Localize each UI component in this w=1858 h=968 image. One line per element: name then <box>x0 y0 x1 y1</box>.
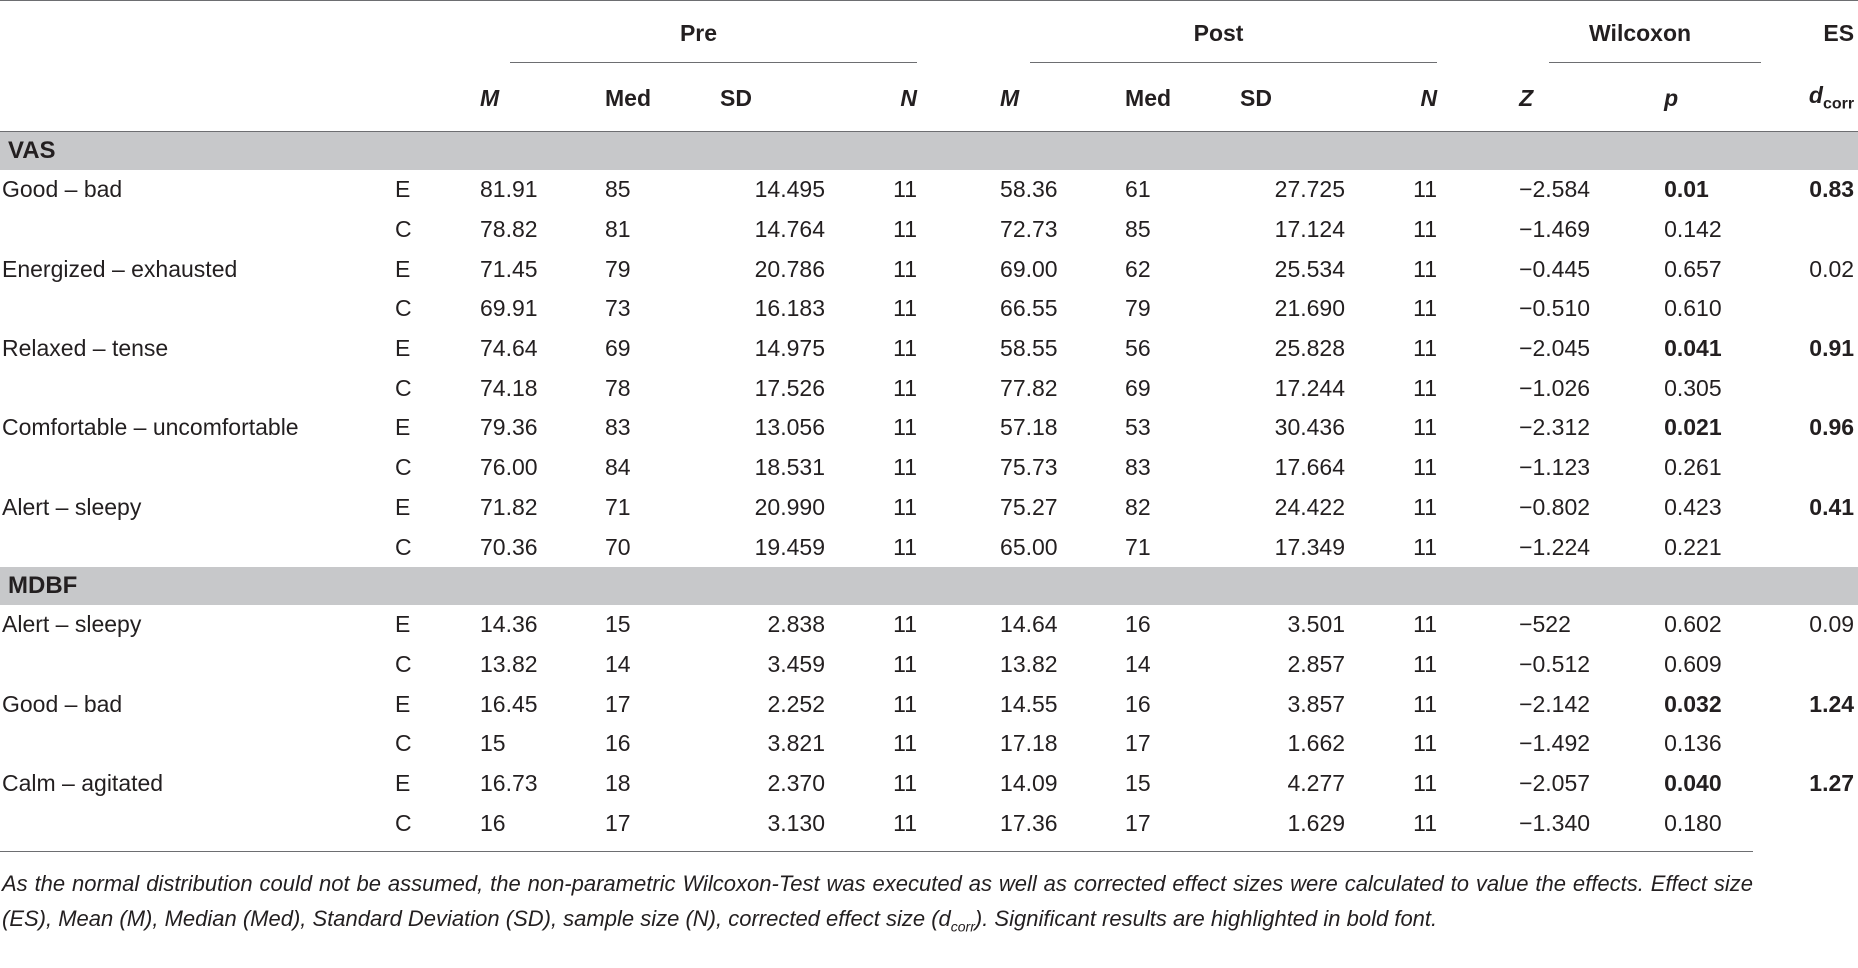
spacer-cell <box>917 764 1000 804</box>
z-cell: −2.142 <box>1519 690 1591 717</box>
group-code: C <box>395 374 412 401</box>
p-cell: 0.180 <box>1664 809 1722 836</box>
pre-n-cell: 11 <box>893 374 918 401</box>
z-cell: −0.510 <box>1519 295 1591 322</box>
pre-m-cell: 76.00 <box>480 454 538 481</box>
pre-med-cell: 83 <box>605 414 631 441</box>
es-cell: 0.91 <box>1809 335 1855 362</box>
spacer-cell <box>1437 368 1519 408</box>
post-med-cell: 69 <box>1125 374 1151 401</box>
pre-n-cell: 11 <box>893 769 918 796</box>
dcorr-header: $d_{corr}$ <box>1808 82 1855 113</box>
table-row <box>0 210 1858 250</box>
post-sd-cell: 17.244 <box>1274 374 1346 401</box>
pre-sd-cell: 20.786 <box>754 255 825 282</box>
row-label: Relaxed – tense <box>2 335 169 362</box>
post-n-cell: 11 <box>1413 611 1438 638</box>
row-label: Alert – sleepy <box>2 611 142 638</box>
pre-sd-cell: 2.838 <box>767 611 825 638</box>
pre-m-cell: 14.36 <box>480 611 538 638</box>
table-row <box>0 803 1858 843</box>
es-group-header: ES <box>1823 19 1855 46</box>
post-m-cell: 14.55 <box>1000 690 1058 717</box>
pre-sd-cell: 14.495 <box>754 176 825 203</box>
spacer-cell <box>917 605 1000 645</box>
p-cell: 0.032 <box>1664 690 1722 717</box>
pre-m-cell: 69.91 <box>480 295 538 322</box>
es-cell: 1.27 <box>1809 769 1855 796</box>
es-cell <box>1761 645 1858 685</box>
p-cell: 0.136 <box>1664 730 1722 757</box>
group-code: E <box>395 255 411 282</box>
post-m-cell: 14.09 <box>1000 769 1058 796</box>
table-row <box>0 488 1858 528</box>
pre-n-cell: 11 <box>893 255 918 282</box>
spacer-cell <box>1437 488 1519 528</box>
row-label <box>0 645 395 685</box>
z-cell: −0.802 <box>1519 493 1591 520</box>
post-n-cell: 11 <box>1413 335 1438 362</box>
spacer-cell <box>917 488 1000 528</box>
group-code: E <box>395 335 411 362</box>
post-m-cell: 75.73 <box>1000 454 1058 481</box>
pre-sd-header: SD <box>720 84 752 111</box>
post-sd-cell: 4.277 <box>1287 769 1346 796</box>
row-label <box>0 527 395 567</box>
post-med-cell: 83 <box>1125 454 1151 481</box>
group-code: E <box>395 690 411 717</box>
pre-median-header: Med <box>605 84 651 111</box>
z-cell: −1.224 <box>1519 533 1591 560</box>
table-row <box>0 448 1858 488</box>
p-cell: 0.305 <box>1664 374 1722 401</box>
pre-m-cell: 13.82 <box>480 650 538 677</box>
p-header: p <box>1664 84 1679 111</box>
es-cell: 0.02 <box>1809 255 1855 282</box>
pre-sd-cell: 3.459 <box>767 650 825 677</box>
section-header-row <box>0 567 1858 605</box>
post-n-cell: 11 <box>1413 295 1438 322</box>
spacer-cell <box>917 170 1000 210</box>
pre-sd-cell: 13.056 <box>754 414 825 441</box>
z-cell: −0.512 <box>1519 650 1591 677</box>
p-cell: 0.261 <box>1664 454 1722 481</box>
group-code: C <box>395 533 412 560</box>
table-row <box>0 170 1858 210</box>
post-n-cell: 11 <box>1413 809 1438 836</box>
post-n-cell: 11 <box>1413 769 1438 796</box>
pre-m-cell: 71.82 <box>480 493 538 520</box>
post-med-cell: 53 <box>1125 414 1151 441</box>
pre-sd-cell: 20.990 <box>754 493 825 520</box>
post-m-cell: 66.55 <box>1000 295 1058 322</box>
table-row <box>0 289 1858 329</box>
post-mean-header: M <box>1000 84 1020 111</box>
post-n-header: N <box>1420 84 1438 111</box>
post-sd-cell: 1.629 <box>1287 809 1346 836</box>
post-sd-cell: 30.436 <box>1274 414 1346 441</box>
pre-sd-cell: 14.975 <box>754 335 825 362</box>
pre-group-header: Pre <box>480 1 917 66</box>
spacer-cell <box>1437 527 1519 567</box>
post-m-cell: 75.27 <box>1000 493 1058 520</box>
post-med-cell: 82 <box>1125 493 1151 520</box>
p-cell: 0.221 <box>1664 533 1722 560</box>
pre-med-cell: 73 <box>605 295 631 322</box>
group-code: E <box>395 414 411 441</box>
row-label <box>0 724 395 764</box>
table-row <box>0 408 1858 448</box>
pre-m-cell: 74.18 <box>480 374 538 401</box>
table-row <box>0 645 1858 685</box>
es-cell: 0.09 <box>1809 611 1855 638</box>
post-med-cell: 17 <box>1125 730 1151 757</box>
p-cell: 0.01 <box>1664 176 1709 203</box>
pre-med-cell: 17 <box>605 690 631 717</box>
pre-med-cell: 14 <box>605 650 631 677</box>
post-m-cell: 65.00 <box>1000 533 1058 560</box>
pre-med-cell: 70 <box>605 533 631 560</box>
post-m-cell: 72.73 <box>1000 216 1058 243</box>
pre-sd-cell: 3.130 <box>767 809 825 836</box>
table-footnote <box>0 852 1753 944</box>
pre-med-cell: 79 <box>605 255 631 282</box>
spacer-cell <box>917 210 1000 250</box>
pre-n-header: N <box>900 84 918 111</box>
es-cell <box>1761 368 1858 408</box>
pre-mean-header: M <box>480 84 500 111</box>
spacer-cell <box>1437 329 1519 369</box>
pre-n-cell: 11 <box>893 295 918 322</box>
es-cell: 0.83 <box>1809 176 1855 203</box>
spacer-cell <box>917 329 1000 369</box>
post-med-cell: 71 <box>1125 533 1151 560</box>
p-cell: 0.021 <box>1664 414 1722 441</box>
post-sd-cell: 24.422 <box>1274 493 1346 520</box>
es-cell: 0.41 <box>1809 493 1855 520</box>
post-med-cell: 14 <box>1125 650 1151 677</box>
row-label <box>0 368 395 408</box>
post-med-cell: 17 <box>1125 809 1151 836</box>
post-med-cell: 85 <box>1125 216 1151 243</box>
pre-med-cell: 17 <box>605 809 631 836</box>
post-n-cell: 11 <box>1413 690 1438 717</box>
pre-med-cell: 78 <box>605 374 631 401</box>
pre-m-cell: 16.73 <box>480 769 538 796</box>
pre-n-cell: 11 <box>893 335 918 362</box>
group-code: C <box>395 730 412 757</box>
pre-med-cell: 15 <box>605 611 631 638</box>
pre-med-cell: 71 <box>605 493 631 520</box>
post-med-cell: 16 <box>1125 690 1151 717</box>
pre-med-cell: 84 <box>605 454 631 481</box>
spacer-cell <box>1437 448 1519 488</box>
spacer-cell <box>1437 408 1519 448</box>
pre-sd-cell: 14.764 <box>754 216 825 243</box>
pre-n-cell: 11 <box>893 176 918 203</box>
p-cell: 0.040 <box>1664 769 1722 796</box>
post-sd-cell: 1.662 <box>1287 730 1346 757</box>
post-med-cell: 15 <box>1125 769 1151 796</box>
z-cell: −1.340 <box>1519 809 1591 836</box>
post-sd-cell: 27.725 <box>1274 176 1346 203</box>
post-sd-cell: 3.501 <box>1287 611 1346 638</box>
z-cell: −1.026 <box>1519 374 1591 401</box>
pre-sd-cell: 19.459 <box>754 533 825 560</box>
group-code: E <box>395 493 411 520</box>
spacer-cell <box>917 448 1000 488</box>
pre-med-cell: 16 <box>605 730 631 757</box>
post-med-cell: 62 <box>1125 255 1151 282</box>
table-row <box>0 684 1858 724</box>
pre-m-cell: 71.45 <box>480 255 538 282</box>
post-med-cell: 79 <box>1125 295 1151 322</box>
group-code: C <box>395 295 412 322</box>
pre-sd-cell: 18.531 <box>754 454 825 481</box>
post-sd-cell: 2.857 <box>1287 650 1346 677</box>
post-med-cell: 56 <box>1125 335 1151 362</box>
table-row <box>0 329 1858 369</box>
spacer-cell <box>1437 210 1519 250</box>
table-row <box>0 368 1858 408</box>
section-title: VAS <box>0 132 1858 171</box>
pre-m-cell: 15 <box>480 730 506 757</box>
post-sd-cell: 17.664 <box>1274 454 1346 481</box>
p-cell: 0.142 <box>1664 216 1722 243</box>
post-sd-cell: 25.828 <box>1274 335 1346 362</box>
post-n-cell: 11 <box>1413 216 1438 243</box>
row-label: Calm – agitated <box>2 769 164 796</box>
pre-med-cell: 85 <box>605 176 631 203</box>
spacer-cell <box>1437 764 1519 804</box>
pre-n-cell: 11 <box>893 809 918 836</box>
spacer-cell <box>1437 249 1519 289</box>
spacer-cell <box>917 289 1000 329</box>
table-row <box>0 249 1858 289</box>
pre-m-cell: 81.91 <box>480 176 538 203</box>
row-label: Comfortable – uncomfortable <box>2 414 299 441</box>
row-label <box>0 803 395 843</box>
es-cell <box>1761 210 1858 250</box>
spacer-cell <box>917 645 1000 685</box>
pre-n-cell: 11 <box>893 690 918 717</box>
post-n-cell: 11 <box>1413 493 1438 520</box>
spacer-cell <box>917 368 1000 408</box>
spacer-cell <box>1437 289 1519 329</box>
column-header-row <box>0 65 1858 132</box>
es-cell <box>1761 448 1858 488</box>
post-n-cell: 11 <box>1413 454 1438 481</box>
post-m-cell: 69.00 <box>1000 255 1058 282</box>
group-code: E <box>395 611 411 638</box>
pre-n-cell: 11 <box>893 730 918 757</box>
post-sd-cell: 3.857 <box>1287 690 1346 717</box>
group-code: E <box>395 769 411 796</box>
pre-sd-cell: 16.183 <box>754 295 825 322</box>
pre-m-cell: 16.45 <box>480 690 538 717</box>
spacer-cell <box>917 724 1000 764</box>
pre-n-cell: 11 <box>893 493 918 520</box>
z-cell: −2.057 <box>1519 769 1591 796</box>
p-cell: 0.602 <box>1664 611 1722 638</box>
post-group-header: Post <box>1000 1 1437 66</box>
pre-med-cell: 69 <box>605 335 631 362</box>
group-header-row <box>0 1 1858 66</box>
p-cell: 0.423 <box>1664 493 1722 520</box>
post-m-cell: 58.36 <box>1000 176 1058 203</box>
row-label: Good – bad <box>2 690 123 717</box>
section-title: MDBF <box>0 567 1858 605</box>
z-cell: −1.469 <box>1519 216 1591 243</box>
pre-n-cell: 11 <box>893 454 918 481</box>
post-med-cell: 61 <box>1125 176 1151 203</box>
row-label <box>0 448 395 488</box>
section-header-row <box>0 132 1858 171</box>
post-m-cell: 17.36 <box>1000 809 1058 836</box>
row-label: Energized – exhausted <box>2 255 238 282</box>
row-label: Good – bad <box>2 176 123 203</box>
post-sd-cell: 21.690 <box>1274 295 1346 322</box>
post-sd-cell: 17.349 <box>1274 533 1346 560</box>
table-row <box>0 724 1858 764</box>
post-n-cell: 11 <box>1413 533 1438 560</box>
z-header: Z <box>1519 84 1534 111</box>
group-code: C <box>395 809 412 836</box>
es-cell <box>1761 803 1858 843</box>
p-cell: 0.609 <box>1664 650 1722 677</box>
pre-n-cell: 11 <box>893 650 918 677</box>
post-m-cell: 77.82 <box>1000 374 1058 401</box>
pre-sd-cell: 17.526 <box>754 374 825 401</box>
group-code: E <box>395 176 411 203</box>
post-m-cell: 17.18 <box>1000 730 1058 757</box>
post-m-cell: 13.82 <box>1000 650 1058 677</box>
post-sd-cell: 25.534 <box>1274 255 1346 282</box>
p-cell: 0.041 <box>1664 335 1722 362</box>
pre-sd-cell: 3.821 <box>767 730 825 757</box>
es-cell <box>1761 289 1858 329</box>
spacer-cell <box>1437 684 1519 724</box>
post-median-header: Med <box>1125 84 1172 111</box>
post-m-cell: 57.18 <box>1000 414 1058 441</box>
spacer-cell <box>1437 645 1519 685</box>
post-n-cell: 11 <box>1413 730 1438 757</box>
post-n-cell: 11 <box>1413 374 1438 401</box>
pre-m-cell: 74.64 <box>480 335 538 362</box>
spacer-cell <box>917 408 1000 448</box>
spacer-cell <box>917 527 1000 567</box>
pre-m-cell: 16 <box>480 809 506 836</box>
pre-med-cell: 18 <box>605 769 631 796</box>
pre-n-cell: 11 <box>893 611 918 638</box>
spacer-cell <box>917 684 1000 724</box>
post-n-cell: 11 <box>1413 650 1438 677</box>
post-med-cell: 16 <box>1125 611 1151 638</box>
spacer-cell <box>1437 605 1519 645</box>
spacer-cell <box>1437 724 1519 764</box>
table-body <box>0 132 1858 844</box>
pre-n-cell: 11 <box>893 533 918 560</box>
group-code: C <box>395 454 412 481</box>
p-cell: 0.610 <box>1664 295 1722 322</box>
spacer-cell <box>1437 170 1519 210</box>
z-cell: −0.445 <box>1519 255 1591 282</box>
pre-sd-cell: 2.370 <box>767 769 825 796</box>
table-row <box>0 764 1858 804</box>
post-m-cell: 14.64 <box>1000 611 1058 638</box>
z-cell: −1.492 <box>1519 730 1591 757</box>
footnote-line-1: As the normal distribution could not be assumed, the non-parametric Wilcoxon-Test was executed as well as corrected effect sizes were calculated to value the <box>2 871 1566 896</box>
post-n-cell: 11 <box>1413 414 1438 441</box>
es-cell <box>1761 527 1858 567</box>
footnote-line-2: effects. Effect size (ES), Mean (M), Median (Med), Standard Deviation (SD), sample size (N), corrected effect size $(d_{corr})$. Significant results are highlighted in bold font. <box>2 871 1753 935</box>
wilcoxon-group-header: Wilcoxon <box>1519 1 1761 66</box>
es-cell: 0.96 <box>1809 414 1855 441</box>
row-label: Alert – sleepy <box>2 493 142 520</box>
es-cell <box>1761 724 1858 764</box>
group-code: C <box>395 650 412 677</box>
post-sd-cell: 17.124 <box>1274 216 1346 243</box>
z-cell: −1.123 <box>1519 454 1591 481</box>
group-code: C <box>395 216 412 243</box>
post-m-cell: 58.55 <box>1000 335 1058 362</box>
pre-n-cell: 11 <box>893 414 918 441</box>
pre-sd-cell: 2.252 <box>767 690 825 717</box>
post-n-cell: 11 <box>1413 176 1438 203</box>
z-cell: −2.045 <box>1519 335 1591 362</box>
pre-m-cell: 79.36 <box>480 414 538 441</box>
post-sd-header: SD <box>1240 84 1272 111</box>
post-n-cell: 11 <box>1413 255 1438 282</box>
z-cell: −522 <box>1519 611 1571 638</box>
p-cell: 0.657 <box>1664 255 1722 282</box>
row-label <box>0 210 395 250</box>
pre-med-cell: 81 <box>605 216 631 243</box>
pre-n-cell: 11 <box>893 216 918 243</box>
table-row <box>0 605 1858 645</box>
spacer-cell <box>917 249 1000 289</box>
spacer-cell <box>1437 803 1519 843</box>
row-label <box>0 289 395 329</box>
table-row <box>0 527 1858 567</box>
pre-m-cell: 70.36 <box>480 533 538 560</box>
z-cell: −2.584 <box>1519 176 1591 203</box>
z-cell: −2.312 <box>1519 414 1591 441</box>
spacer-cell <box>917 803 1000 843</box>
es-cell: 1.24 <box>1809 690 1855 717</box>
pre-m-cell: 78.82 <box>480 216 538 243</box>
